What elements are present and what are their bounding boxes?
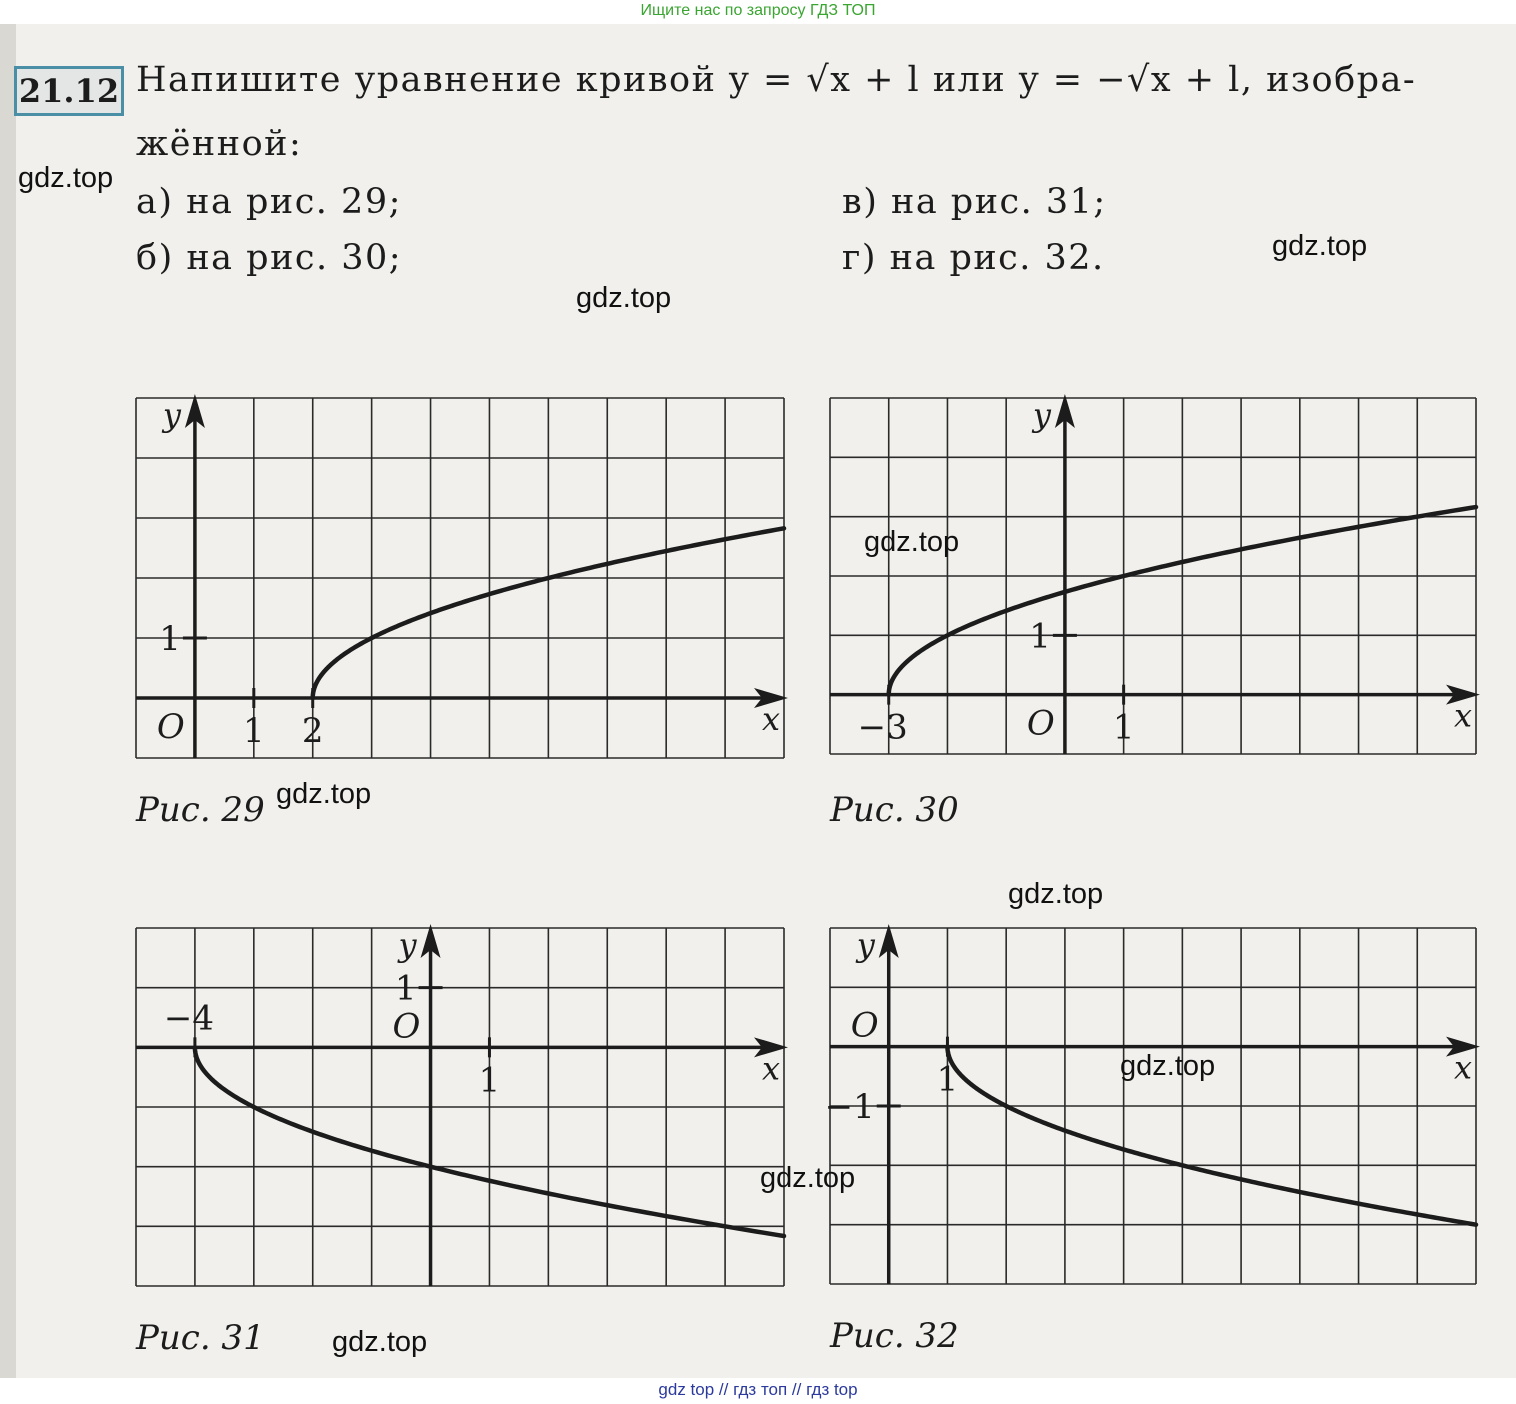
watermark: gdz.top (864, 526, 960, 558)
caption-31: Рис. 31 (136, 1318, 265, 1358)
x-tick-label: 1 (936, 1059, 959, 1100)
x-tick-label: 1 (478, 1060, 501, 1101)
y-axis-label: y (1032, 396, 1051, 434)
origin-label: O (392, 1006, 421, 1047)
top-banner: Ищите нас по запросу ГДЗ ТОП (0, 0, 1516, 24)
figure-30 (830, 398, 1476, 754)
watermark: gdz.top (332, 1326, 428, 1358)
problem-statement-cont: жённой: (136, 124, 303, 164)
problem-statement: Напишите уравнение кривой y = √x + l или y = −√x + l, изобра- (136, 60, 1417, 100)
y-axis-label: y (162, 396, 181, 434)
page-edge (0, 24, 16, 1378)
caption-29: Рис. 29 (136, 790, 265, 830)
y-tick-label: 1 (1029, 616, 1051, 657)
caption-30: Рис. 30 (830, 790, 959, 830)
bottom-banner: gdz top // гдз топ // гдз top (0, 1378, 1516, 1404)
origin-label: O (156, 707, 185, 747)
caption-32: Рис. 32 (830, 1316, 959, 1356)
watermark: gdz.top (1120, 1050, 1216, 1082)
x-axis-label: x (762, 700, 781, 738)
problem-number: 21.12 (14, 66, 124, 116)
x-axis-label: x (762, 1049, 781, 1088)
x-axis-label: x (1454, 1048, 1473, 1087)
figure-32 (824, 926, 1476, 1284)
origin-label: O (1026, 703, 1055, 744)
item-a: а) на рис. 29; (136, 182, 402, 222)
y-tick-label: 1 (159, 619, 181, 659)
figure-31 (136, 928, 784, 1286)
y-axis-label: y (856, 926, 875, 964)
watermark: gdz.top (576, 282, 672, 314)
watermark: gdz.top (760, 1162, 856, 1194)
y-tick-label: −1 (824, 1087, 875, 1127)
item-v: в) на рис. 31; (842, 182, 1107, 222)
y-tick-label: 1 (394, 968, 417, 1009)
x-tick-label: 1 (1112, 707, 1135, 748)
x-tick-label: −3 (857, 707, 908, 748)
watermark: gdz.top (1008, 878, 1104, 910)
item-b: б) на рис. 30; (136, 238, 403, 278)
watermark: gdz.top (18, 162, 114, 194)
item-g: г) на рис. 32. (842, 238, 1105, 278)
x-tick-label: 1 (242, 711, 265, 751)
y-axis-label: y (398, 926, 417, 964)
origin-label: O (850, 1005, 879, 1046)
x-tick-label: 2 (301, 711, 324, 751)
x-tick-label: −4 (163, 998, 214, 1039)
watermark: gdz.top (1272, 230, 1368, 262)
x-axis-label: x (1454, 696, 1473, 735)
figure-29 (136, 398, 784, 758)
watermark: gdz.top (276, 778, 372, 810)
